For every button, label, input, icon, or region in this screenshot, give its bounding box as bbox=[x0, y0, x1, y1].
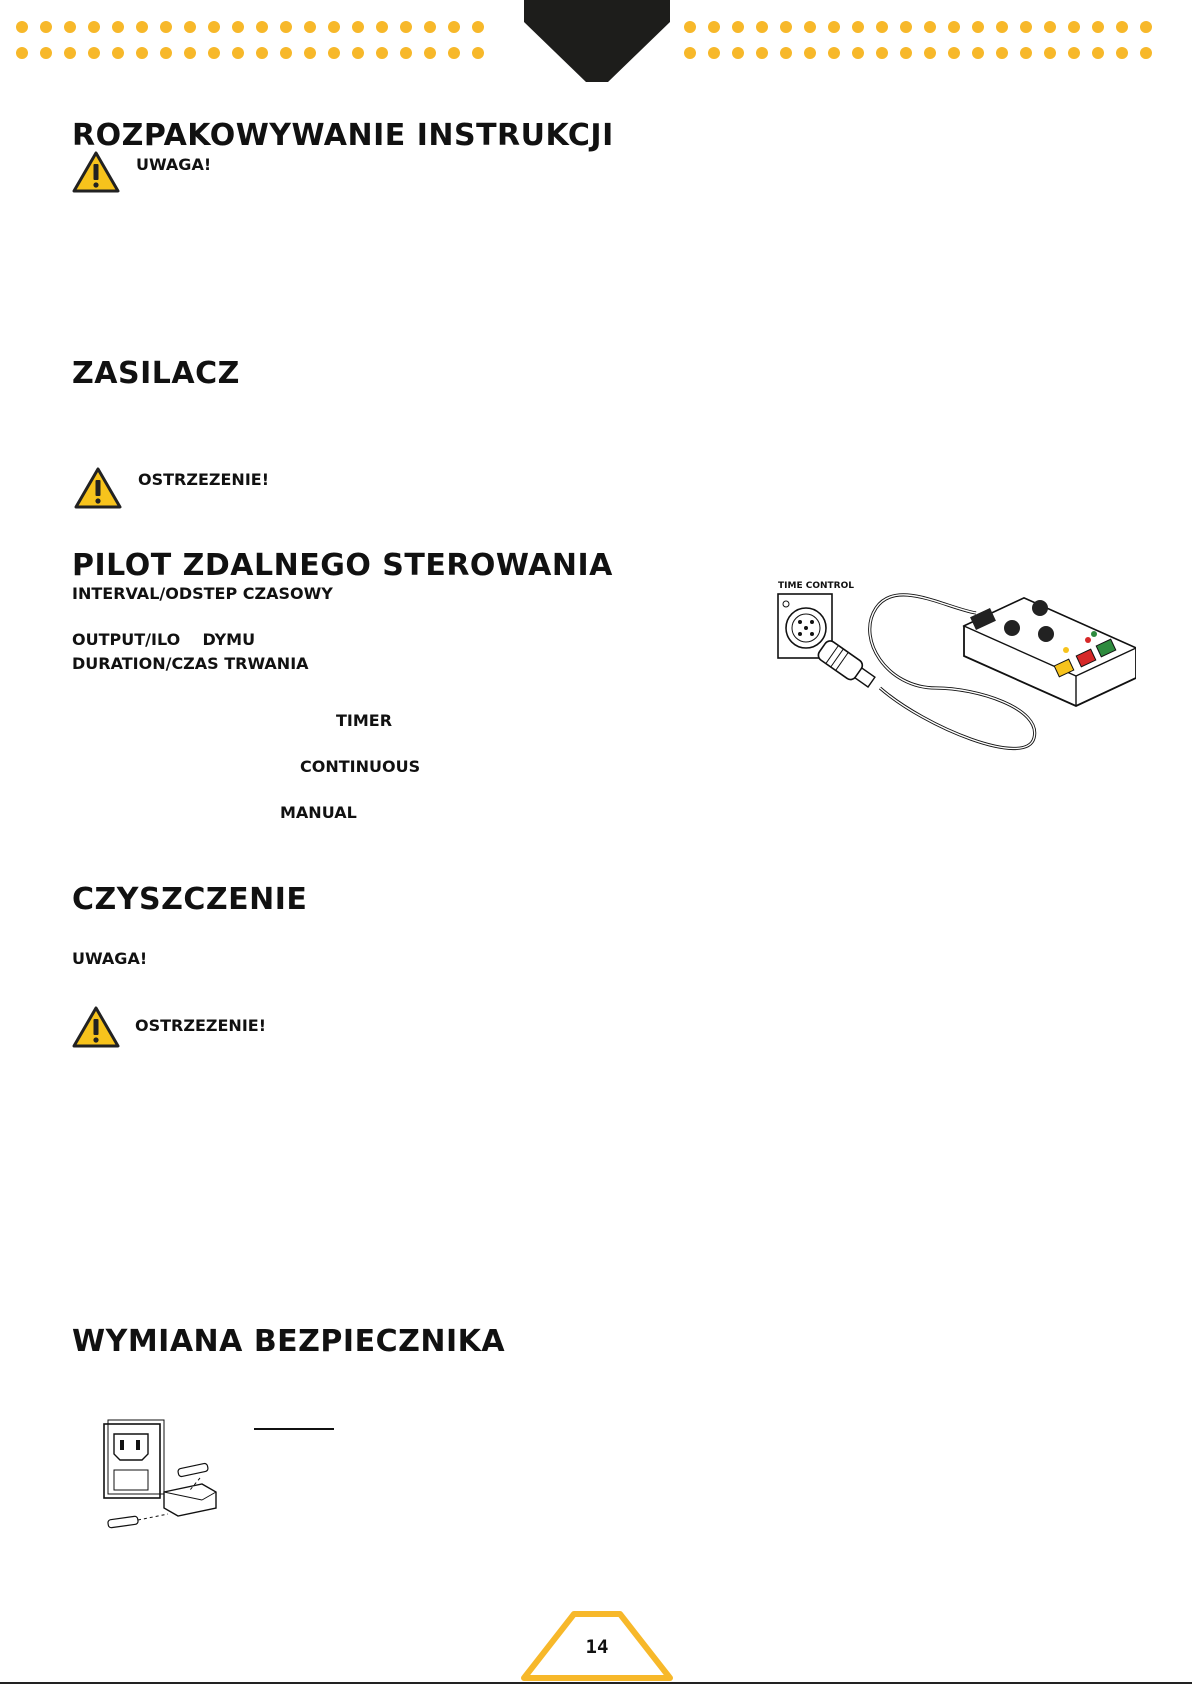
remote-mode-continuous: CONTINUOUS bbox=[300, 757, 421, 776]
header-dot bbox=[1020, 47, 1032, 59]
header-dot bbox=[88, 47, 100, 59]
header-dot bbox=[924, 47, 936, 59]
header-dot bbox=[16, 21, 28, 33]
header-dot bbox=[756, 21, 768, 33]
header-dot bbox=[756, 47, 768, 59]
header-dot bbox=[160, 47, 172, 59]
header-dot bbox=[996, 47, 1008, 59]
header-dot bbox=[804, 47, 816, 59]
header-dots-right bbox=[684, 14, 1164, 64]
header-dot bbox=[112, 47, 124, 59]
header-dot bbox=[472, 21, 484, 33]
header-dot bbox=[948, 47, 960, 59]
header-dot bbox=[304, 47, 316, 59]
header-dot bbox=[828, 21, 840, 33]
page-number: 14 bbox=[585, 1636, 609, 1658]
header-dot bbox=[1044, 21, 1056, 33]
header-dot bbox=[352, 21, 364, 33]
header-dot bbox=[280, 21, 292, 33]
header-tab bbox=[524, 0, 670, 82]
header-dot bbox=[16, 47, 28, 59]
header-dot bbox=[852, 21, 864, 33]
power-warning-label: OSTRZEZENIE! bbox=[138, 470, 269, 489]
header-dot bbox=[64, 47, 76, 59]
header-dot bbox=[328, 21, 340, 33]
header-dot bbox=[208, 47, 220, 59]
cleaning-note-label: UWAGA! bbox=[72, 949, 148, 968]
header-dot bbox=[184, 47, 196, 59]
header-dot bbox=[1116, 47, 1128, 59]
header-dot bbox=[1044, 47, 1056, 59]
header-dot bbox=[1020, 21, 1032, 33]
header-dot bbox=[780, 47, 792, 59]
header-dot bbox=[88, 21, 100, 33]
unpacking-warning-label: UWAGA! bbox=[136, 155, 212, 174]
header-dot bbox=[208, 21, 220, 33]
remote-figure-label: TIME CONTROL bbox=[778, 581, 854, 591]
warning-triangle-icon bbox=[74, 466, 122, 510]
header-dot bbox=[64, 21, 76, 33]
header-dot bbox=[472, 47, 484, 59]
header-dot bbox=[900, 21, 912, 33]
header-dot bbox=[232, 21, 244, 33]
header-dot bbox=[684, 47, 696, 59]
header-dot bbox=[184, 21, 196, 33]
header-dot bbox=[804, 21, 816, 33]
header-dot bbox=[732, 47, 744, 59]
header-dot bbox=[972, 21, 984, 33]
header-dot bbox=[852, 47, 864, 59]
header-dot bbox=[876, 21, 888, 33]
header-dot bbox=[828, 47, 840, 59]
section-title-remote: PILOT ZDALNEGO STEROWANIA bbox=[72, 548, 613, 583]
cleaning-warning-label: OSTRZEZENIE! bbox=[135, 1016, 266, 1035]
section-title-fuse: WYMIANA BEZPIECZNIKA bbox=[72, 1324, 506, 1359]
header-dot bbox=[1092, 47, 1104, 59]
header-dot bbox=[1140, 21, 1152, 33]
header-dot bbox=[876, 47, 888, 59]
header-dot bbox=[684, 21, 696, 33]
header-dot bbox=[136, 21, 148, 33]
fuse-replacement-figure bbox=[102, 1418, 232, 1536]
header-dot bbox=[996, 21, 1008, 33]
header-dot bbox=[1068, 47, 1080, 59]
header-dot bbox=[400, 21, 412, 33]
header-dot bbox=[256, 47, 268, 59]
header-dot bbox=[232, 47, 244, 59]
remote-interval-label: INTERVAL/ODSTEP CZASOWY bbox=[72, 584, 333, 603]
warning-triangle-icon bbox=[72, 150, 120, 194]
remote-duration-label: DURATION/CZAS TRWANIA bbox=[72, 654, 309, 673]
header-dot bbox=[40, 21, 52, 33]
header-dot bbox=[112, 21, 124, 33]
header-dot bbox=[376, 21, 388, 33]
remote-mode-manual: MANUAL bbox=[280, 803, 357, 822]
section-title-unpacking: ROZPAKOWYWANIE INSTRUKCJI bbox=[72, 118, 614, 153]
header-dot bbox=[376, 47, 388, 59]
header-dot bbox=[424, 21, 436, 33]
header-dot bbox=[732, 21, 744, 33]
header-dot bbox=[924, 21, 936, 33]
footer-line bbox=[0, 1682, 1192, 1684]
header-dot bbox=[1092, 21, 1104, 33]
header-dot bbox=[256, 21, 268, 33]
header-dot bbox=[1116, 21, 1128, 33]
header-dot bbox=[304, 21, 316, 33]
header-dot bbox=[328, 47, 340, 59]
header-dot bbox=[708, 21, 720, 33]
header-dot bbox=[136, 47, 148, 59]
header-dot bbox=[448, 21, 460, 33]
remote-mode-timer: TIMER bbox=[336, 711, 393, 730]
fuse-text-underline bbox=[254, 1428, 334, 1430]
header-dot bbox=[900, 47, 912, 59]
header-dot bbox=[352, 47, 364, 59]
remote-control-figure bbox=[776, 578, 1136, 756]
header-dot bbox=[40, 47, 52, 59]
header-dot bbox=[708, 47, 720, 59]
header-dots-left bbox=[16, 14, 496, 64]
header-dot bbox=[780, 21, 792, 33]
remote-output-label: OUTPUT/ILO DYMU bbox=[72, 630, 256, 649]
header-dot bbox=[160, 21, 172, 33]
header-dot bbox=[1140, 47, 1152, 59]
header-dot bbox=[1068, 21, 1080, 33]
warning-triangle-icon bbox=[72, 1005, 120, 1049]
header-dot bbox=[972, 47, 984, 59]
header-dot bbox=[400, 47, 412, 59]
section-title-power: ZASILACZ bbox=[72, 356, 240, 391]
header-dot bbox=[448, 47, 460, 59]
header-dot bbox=[280, 47, 292, 59]
header-dot bbox=[424, 47, 436, 59]
section-title-cleaning: CZYSZCZENIE bbox=[72, 882, 308, 917]
header-dot bbox=[948, 21, 960, 33]
